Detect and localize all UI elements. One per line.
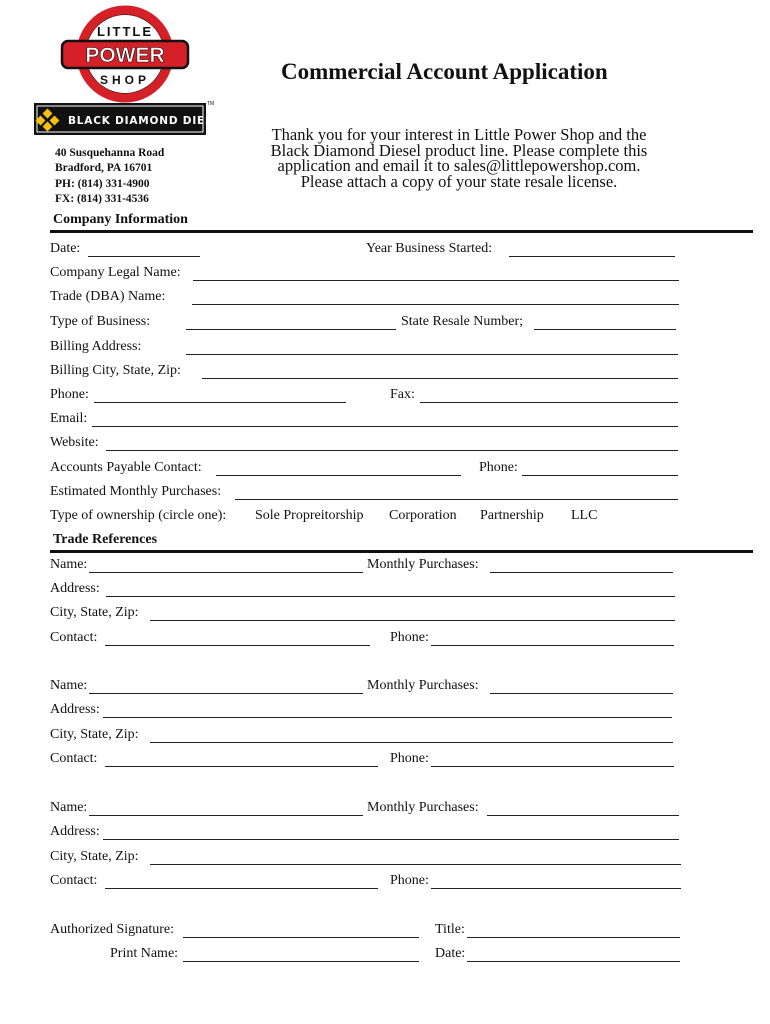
ownership-option-sole[interactable]: Sole Propreitorship: [255, 508, 364, 523]
ref1-monthly-label: Monthly Purchases:: [367, 557, 479, 572]
fax-label: Fax:: [390, 387, 415, 402]
ref1-phone-label: Phone:: [390, 630, 429, 645]
fax-field[interactable]: [420, 402, 678, 403]
ref2-address-label: Address:: [50, 702, 100, 717]
authorized-signature-field[interactable]: [183, 937, 419, 938]
ref2-name-label: Name:: [50, 678, 88, 693]
ref3-name-label: Name:: [50, 800, 88, 815]
business-type-label: Type of Business:: [50, 314, 151, 329]
company-info-rule: [50, 230, 753, 233]
address-fax: FX: (814) 331-4536: [55, 193, 149, 206]
website-label: Website:: [50, 435, 99, 450]
billing-address-label: Billing Address:: [50, 339, 142, 354]
ref1-contact-label: Contact:: [50, 630, 98, 645]
ownership-option-corporation[interactable]: Corporation: [389, 508, 457, 523]
trade-name-field[interactable]: [192, 304, 679, 305]
phone-label: Phone:: [50, 387, 89, 402]
sign-date-field[interactable]: [467, 961, 680, 962]
monthly-purchases-field[interactable]: [235, 499, 678, 500]
ref3-city-field[interactable]: [150, 864, 681, 865]
intro-line: Please attach a copy of your state resale license.: [300, 171, 618, 191]
intro-line: application and email it to sales@littlepowershop.com.: [277, 156, 641, 176]
address-phone: PH: (814) 331-4900: [55, 177, 150, 190]
little-power-shop-logo: [60, 8, 190, 100]
ref3-city-label: City, State, Zip:: [50, 849, 139, 864]
resale-number-field[interactable]: [534, 329, 676, 330]
ownership-label: Type of ownership (circle one):: [50, 508, 227, 523]
ap-phone-field[interactable]: [522, 475, 678, 476]
ref3-contact-label: Contact:: [50, 873, 98, 888]
ownership-option-llc[interactable]: LLC: [571, 508, 598, 523]
ref3-address-label: Address:: [50, 824, 100, 839]
ap-phone-label: Phone:: [479, 460, 518, 475]
business-type-field[interactable]: [186, 329, 396, 330]
ref2-monthly-label: Monthly Purchases:: [367, 678, 479, 693]
title-label: Title:: [435, 922, 465, 937]
page-title: Commercial Account Application: [281, 59, 608, 84]
ref2-phone-label: Phone:: [390, 751, 429, 766]
intro-line: Thank you for your interest in Little Power Shop and the: [271, 125, 647, 144]
ref1-phone-field[interactable]: [431, 645, 674, 646]
billing-city-label: Billing City, State, Zip:: [50, 363, 181, 378]
trademark-mark: TM: [207, 101, 215, 107]
ref3-contact-field[interactable]: [105, 888, 378, 889]
bdd-brand-text: BLACK DIAMOND DIESEL: [68, 115, 229, 127]
ap-contact-field[interactable]: [216, 475, 461, 476]
logo-top-text: LITTLE: [96, 24, 154, 39]
billing-address-field[interactable]: [186, 354, 678, 355]
ref2-monthly-field[interactable]: [490, 693, 673, 694]
year-started-label: Year Business Started:: [366, 241, 493, 256]
ref2-phone-field[interactable]: [431, 766, 674, 767]
date-field[interactable]: [88, 256, 200, 257]
company-info-heading: Company Information: [53, 212, 188, 227]
email-field[interactable]: [92, 426, 678, 427]
print-name-field[interactable]: [183, 961, 419, 962]
resale-number-label: State Resale Number;: [401, 314, 524, 329]
ref2-contact-field[interactable]: [105, 766, 378, 767]
trade-references-heading: Trade References: [53, 532, 158, 547]
address-block: [55, 146, 164, 208]
ref2-city-field[interactable]: [150, 742, 673, 743]
ref3-address-field[interactable]: [103, 839, 679, 840]
ref3-phone-field[interactable]: [431, 888, 681, 889]
ref1-name-label: Name:: [50, 557, 88, 572]
billing-city-field[interactable]: [202, 378, 678, 379]
website-field[interactable]: [106, 450, 678, 451]
ref1-city-label: City, State, Zip:: [50, 605, 139, 620]
legal-name-field[interactable]: [193, 280, 679, 281]
ref1-monthly-field[interactable]: [490, 572, 673, 573]
ref3-phone-label: Phone:: [390, 873, 429, 888]
ref1-contact-field[interactable]: [105, 645, 370, 646]
ref1-address-field[interactable]: [106, 596, 675, 597]
ref1-city-field[interactable]: [150, 620, 675, 621]
year-started-field[interactable]: [509, 256, 675, 257]
address-city: Bradford, PA 16701: [55, 162, 153, 175]
legal-name-label: Company Legal Name:: [50, 265, 181, 280]
trade-name-label: Trade (DBA) Name:: [50, 289, 166, 304]
ref2-city-label: City, State, Zip:: [50, 727, 139, 742]
ref2-name-field[interactable]: [89, 693, 363, 694]
ref2-address-field[interactable]: [103, 717, 672, 718]
ap-contact-label: Accounts Payable Contact:: [50, 460, 202, 475]
ref1-name-field[interactable]: [89, 572, 363, 573]
address-street: 40 Susquehanna Road: [55, 147, 165, 159]
ref2-contact-label: Contact:: [50, 751, 98, 766]
title-field[interactable]: [467, 937, 680, 938]
ref3-monthly-label: Monthly Purchases:: [367, 800, 479, 815]
ref1-address-label: Address:: [50, 581, 100, 596]
intro-line: Black Diamond Diesel product line. Please complete this: [270, 140, 648, 160]
ref3-name-field[interactable]: [89, 815, 363, 816]
date-label: Date:: [50, 241, 81, 256]
sign-date-label: Date:: [435, 946, 466, 961]
ownership-option-partnership[interactable]: Partnership: [480, 508, 544, 523]
trade-references-rule: [50, 550, 753, 553]
intro-paragraph: [245, 127, 673, 189]
phone-field[interactable]: [94, 402, 346, 403]
email-label: Email:: [50, 411, 88, 426]
authorized-signature-label: Authorized Signature:: [50, 922, 175, 937]
logo-bottom-text: SHOP: [99, 73, 151, 87]
logo-main-text: POWER: [85, 44, 165, 67]
ref3-monthly-field[interactable]: [487, 815, 679, 816]
monthly-purchases-label: Estimated Monthly Purchases:: [50, 484, 222, 499]
print-name-label: Print Name:: [110, 946, 179, 961]
